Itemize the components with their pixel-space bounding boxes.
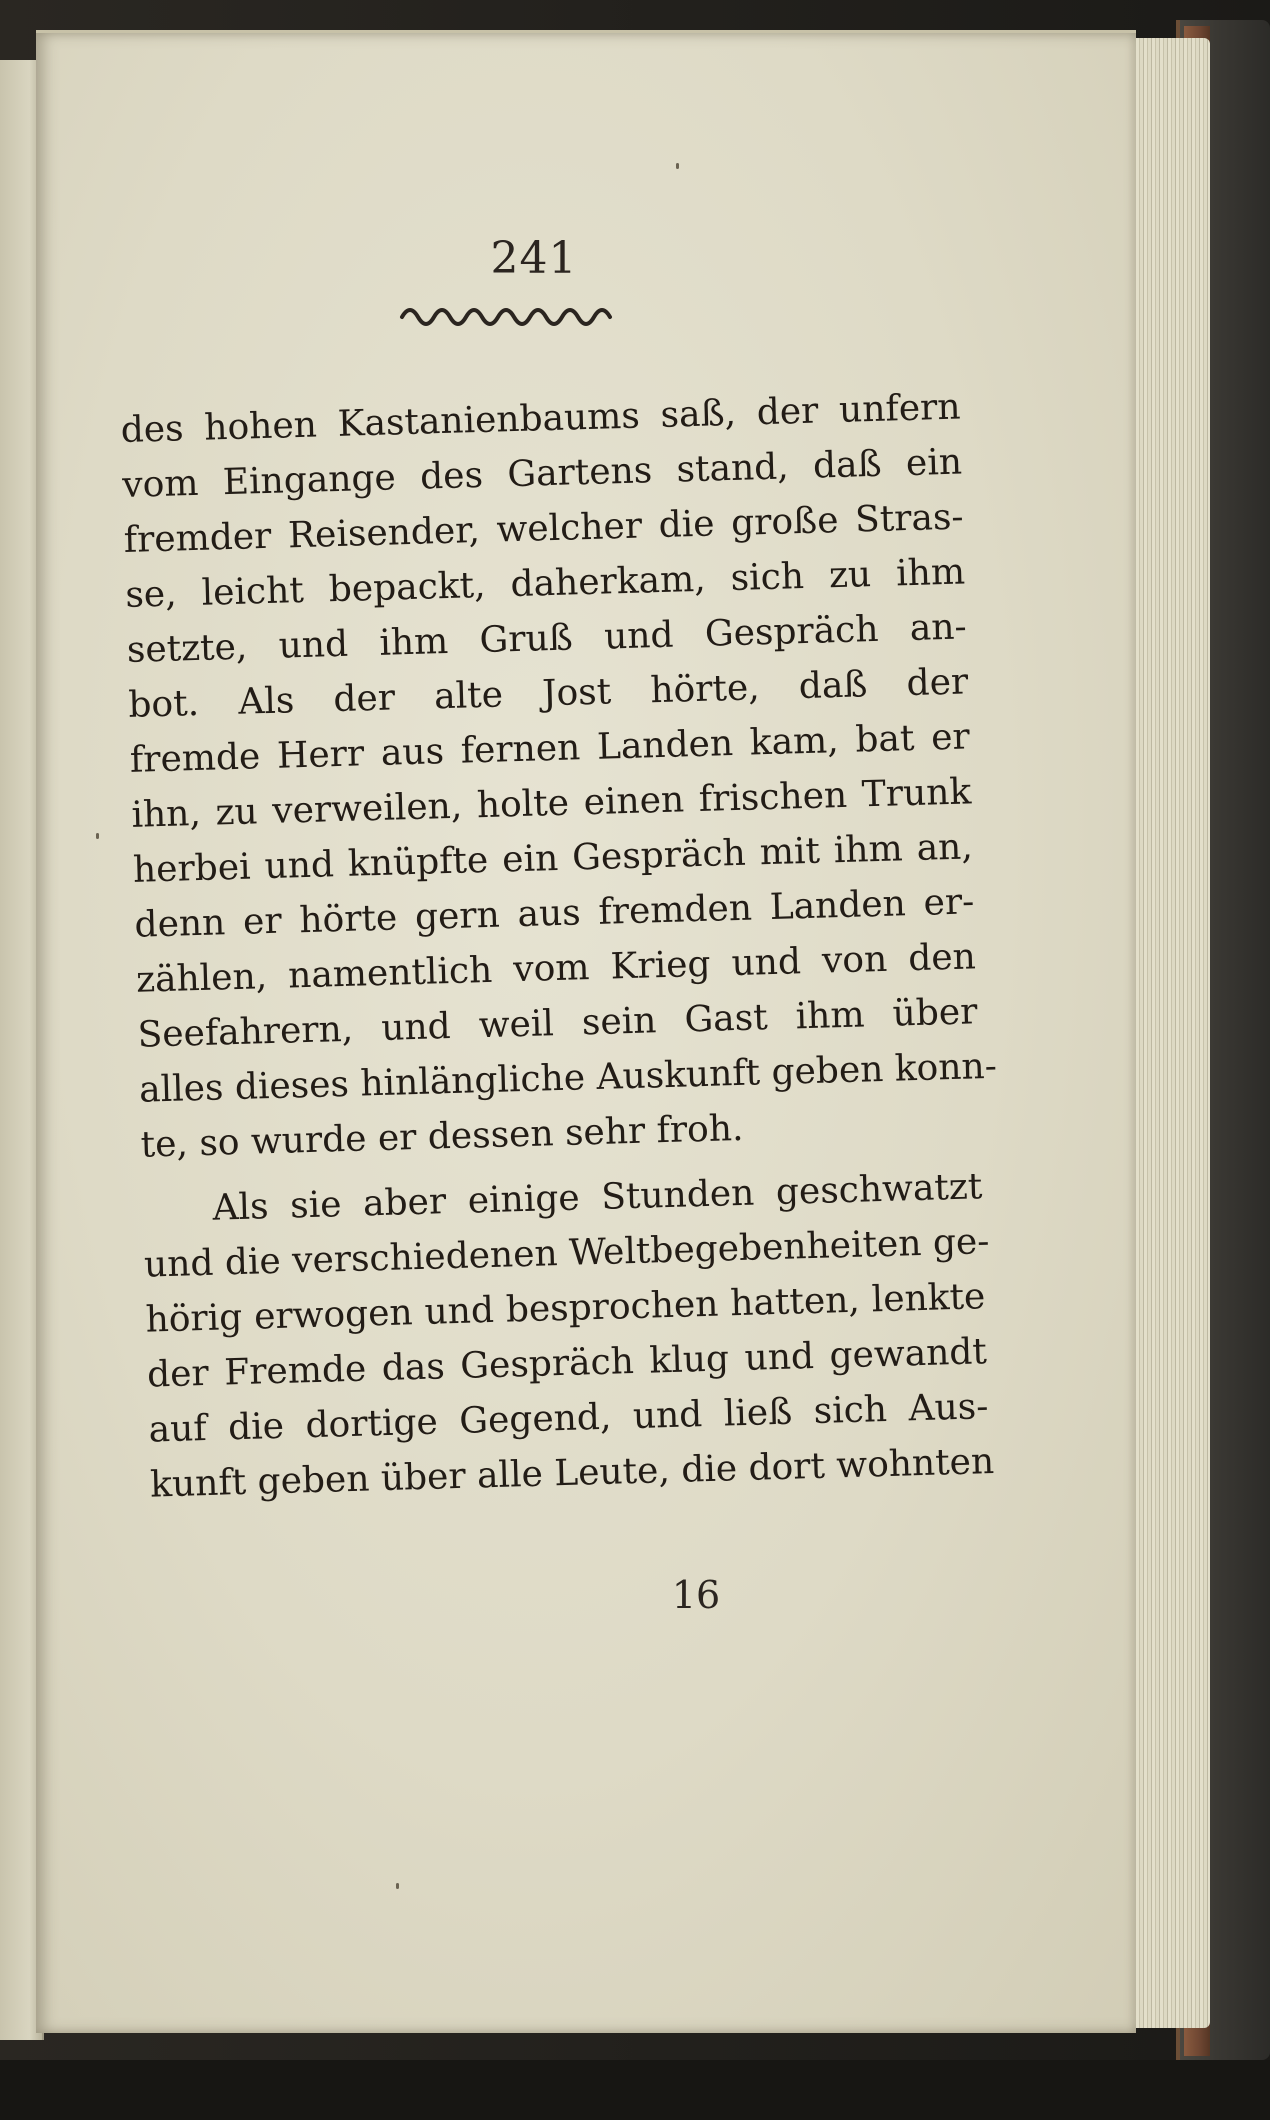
paper-speck — [676, 163, 679, 169]
text-line: und die verschiedenen Weltbegebenheiten ge- — [143, 1221, 990, 1286]
page-number: 241 — [490, 233, 578, 284]
text-line: setzte, und ihm Gruß und Gespräch an- — [126, 606, 968, 671]
text-line: auf die dortige Gegend, und ließ sich Aus- — [148, 1386, 989, 1451]
text-line: hörig erwogen und besprochen hatten, lenkte — [145, 1276, 986, 1341]
text-line: zählen, namentlich vom Krieg und von den — [135, 936, 977, 1001]
wavy-rule-ornament — [398, 295, 618, 329]
paper-speck — [96, 833, 99, 839]
text-line: vom Eingange des Gartens stand, daß ein — [121, 441, 963, 506]
book-page — [36, 30, 1136, 2033]
text-line: Seefahrern, und weil sein Gast ihm über — [137, 991, 978, 1056]
text-line: bot. Als der alte Jost hörte, daß der — [127, 661, 969, 726]
text-line: kunft geben über alle Leute, die dort wohnten — [149, 1441, 995, 1506]
text-line: ihn, zu verweilen, holte einen frischen Trunk — [130, 771, 972, 836]
text-line: se, leicht bepackt, daherkam, sich zu ihm — [124, 551, 966, 616]
text-line: fremder Reisender, welcher die große Stras- — [123, 496, 965, 561]
signature-mark: 16 — [671, 1573, 721, 1617]
body-text — [120, 380, 998, 1513]
text-line: der Fremde das Gespräch klug und gewandt — [146, 1331, 988, 1396]
text-line: denn er hörte gern aus fremden Landen er- — [134, 881, 975, 946]
text-line: des hohen Kastanienbaums saß, der unfern — [120, 386, 962, 451]
text-line: Als sie aber einige Stunden geschwatzt — [211, 1166, 983, 1229]
paper-speck — [396, 1883, 399, 1889]
paragraph-1 — [120, 380, 998, 1173]
text-line: te, so wurde er dessen sehr froh. — [140, 1107, 744, 1166]
text-line: alles dieses hinlängliche Auskunft geben konn- — [138, 1045, 998, 1111]
text-line: fremde Herr aus fernen Landen kam, bat er — [129, 716, 971, 781]
paragraph-2 — [142, 1159, 995, 1512]
text-line: herbei und knüpfte ein Gespräch mit ihm an, — [132, 826, 974, 891]
background-band — [0, 2060, 1270, 2120]
